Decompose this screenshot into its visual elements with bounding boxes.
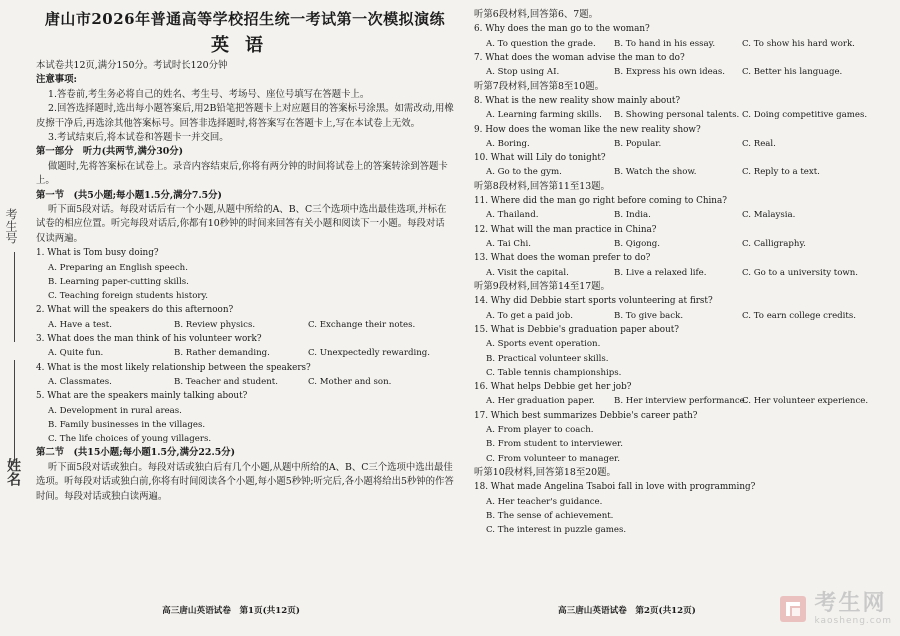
option-3b: B. Rather demanding.: [174, 348, 270, 359]
option-4a: A. Classmates.: [48, 376, 112, 387]
notes-heading: 注意事项:: [36, 74, 77, 86]
option-6a: A. To question the grade.: [486, 38, 596, 49]
option-1a: A. Preparing an English speech.: [48, 262, 188, 273]
note-item: 3.考试结束后,将本试卷和答题卡一并交回。: [48, 132, 229, 144]
material-8-heading: 听第8段材料,回答第11至13题。: [474, 180, 610, 192]
material-10-heading: 听第10段材料,回答第18至20题。: [474, 466, 616, 478]
option-18c: C. The interest in puzzle games.: [486, 525, 627, 536]
option-10a: A. Go to the gym.: [486, 167, 562, 178]
options-9: [474, 137, 890, 151]
exam-meta: 本试卷共12页,满分150分。考试时长120分钟: [36, 60, 228, 71]
option-16a: A. Her graduation paper.: [486, 396, 595, 407]
option-12c: C. Calligraphy.: [742, 239, 806, 250]
option-1b: B. Learning paper-cutting skills.: [48, 276, 189, 287]
option-14c: C. To earn college credits.: [742, 310, 857, 321]
option-12a: A. Tai Chi.: [486, 239, 531, 250]
option-8b: B. Showing personal talents.: [614, 110, 740, 121]
material-9-heading: 听第9段材料,回答第14至17题。: [474, 280, 610, 292]
exam-title: 唐山市2026年普通高等学校招生统一考试第一次模拟演练: [44, 10, 446, 28]
option-9b: B. Popular.: [614, 138, 662, 149]
option-16b: B. Her interview performance.: [614, 396, 748, 407]
gutter-line: [14, 360, 15, 460]
option-6c: C. To show his hard work.: [742, 38, 855, 49]
question-6: 6. Why does the man go to the woman?: [474, 24, 650, 35]
question-14: 14. Why did Debbie start sports volunteering at first?: [474, 296, 713, 307]
option-2c: C. Exchange their notes.: [308, 319, 416, 330]
options-10: [474, 165, 890, 179]
section2-title: 第二节 (共15小题;每小题1.5分,满分22.5分): [36, 447, 236, 459]
option-17a: A. From player to coach.: [486, 425, 594, 436]
option-4c: C. Mother and son.: [308, 376, 392, 387]
option-11c: C. Malaysia.: [742, 210, 796, 221]
gutter-label-name: 姓名: [5, 458, 21, 486]
option-2b: B. Review physics.: [174, 319, 256, 330]
option-13a: A. Visit the capital.: [486, 267, 569, 278]
option-10b: B. Watch the show.: [614, 167, 697, 178]
exam-page-2: [462, 0, 900, 636]
note-item: 1.答卷前,考生务必将自己的姓名、考生号、考场号、座位号填写在答题卡上。: [48, 88, 370, 100]
exam-subject: 英语: [211, 35, 279, 56]
options-4: [36, 375, 454, 389]
question-4: 4. What is the most likely relationship between the speakers?: [36, 362, 311, 373]
option-18b: B. The sense of achievement.: [486, 510, 614, 521]
options-11: [474, 208, 890, 222]
option-17b: B. From student to interviewer.: [486, 439, 623, 450]
question-1: 1. What is Tom busy doing?: [36, 248, 159, 259]
question-11: 11. Where did the man go right before coming to China?: [474, 196, 727, 207]
question-13: 13. What does the woman prefer to do?: [474, 253, 651, 264]
page-footer: 高三唐山英语试卷 第2页(共12页): [558, 606, 696, 616]
option-12b: B. Qigong.: [614, 239, 661, 250]
option-17c: C. From volunteer to manager.: [486, 453, 620, 464]
binding-gutter: [0, 0, 30, 636]
watermark-text: [814, 592, 892, 626]
option-2a: A. Have a test.: [48, 319, 112, 330]
note-item: 2.回答选择题时,选出每小题答案后,用2B铅笔把答题卡上对应题目的答案标号涂黑。如需改动,用橡皮擦干净后,再选涂其他答案标号。回答非选择题时,将答案写在答题卡上,写在本试卷上无效。: [36, 103, 454, 129]
part1-title: 第一部分 听力(共两节,满分30分): [36, 146, 184, 158]
gutter-line: [14, 252, 15, 342]
question-7: 7. What does the woman advise the man to do?: [474, 53, 685, 63]
option-7c: C. Better his language.: [742, 67, 843, 78]
option-15a: A. Sports event operation.: [486, 339, 601, 350]
option-5a: A. Development in rural areas.: [48, 405, 182, 416]
options-8: [474, 108, 890, 122]
option-16c: C. Her volunteer experience.: [742, 396, 869, 407]
options-6: [474, 37, 890, 51]
options-2: [36, 318, 454, 332]
option-11b: B. India.: [614, 210, 651, 221]
option-6b: B. To hand in his essay.: [614, 38, 716, 49]
question-2: 2. What will the speakers do this afternoon?: [36, 305, 234, 316]
section1-title: 第一节 (共5小题;每小题1.5分,满分7.5分): [36, 189, 222, 201]
question-10: 10. What will Lily do tonight?: [474, 153, 606, 164]
option-1c: C. Teaching foreign students history.: [48, 291, 208, 302]
watermark-cn: 考生网: [814, 591, 887, 616]
material-6-heading: 听第6段材料,回答第6、7题。: [474, 9, 599, 20]
option-7a: A. Stop using AI.: [486, 67, 560, 78]
option-10c: C. Reply to a text.: [742, 167, 820, 178]
section2-intro: 听下面5段对话或独白。每段对话或独白后有几个小题,从题中所给的A、B、C三个选项中选出最佳选项。听每段对话或独白前,你将有时间阅读各个小题,每小题5秒钟;听完后,各小题将给出5秒钟的作答时间。每段对话或独白读两遍。: [36, 461, 454, 502]
watermark: [778, 592, 892, 626]
question-16: 16. What helps Debbie get her job?: [474, 382, 632, 393]
option-3a: A. Quite fun.: [48, 348, 104, 359]
options-12: [474, 237, 890, 251]
notes-list: [36, 88, 454, 146]
option-3c: C. Unexpectedly rewarding.: [308, 348, 431, 359]
question-17: 17. Which best summarizes Debbie's career path?: [474, 410, 698, 421]
option-9a: A. Boring.: [486, 138, 530, 149]
option-14b: B. To give back.: [614, 310, 684, 321]
option-13b: B. Live a relaxed life.: [614, 267, 707, 278]
option-18a: A. Her teacher's guidance.: [486, 496, 603, 507]
section1-intro: 听下面5段对话。每段对话后有一个小题,从题中所给的A、B、C三个选项中选出最佳选项,并标在试卷的相应位置。听完每段对话后,你都有10秒钟的时间来回答有关小题和阅读下一小题。每段对话仅读两遍。: [36, 204, 447, 244]
options-3: [36, 346, 454, 360]
page-footer: 高三唐山英语试卷 第1页(共12页): [162, 606, 300, 616]
option-14a: A. To get a paid job.: [486, 310, 573, 321]
question-9: 9. How does the woman like the new reality show?: [474, 124, 701, 135]
material-7-heading: 听第7段材料,回答第8至10题。: [474, 80, 604, 92]
option-15b: B. Practical volunteer skills.: [486, 353, 609, 364]
options-14: [474, 309, 890, 323]
option-5b: B. Family businesses in the villages.: [48, 419, 206, 430]
option-15c: C. Table tennis championships.: [486, 367, 622, 378]
options-16: [474, 394, 890, 408]
option-9c: C. Real.: [742, 138, 776, 149]
question-18: 18. What made Angelina Tsaboi fall in love with programming?: [474, 482, 756, 493]
question-5: 5. What are the speakers mainly talking about?: [36, 391, 248, 402]
question-8: 8. What is the new reality show mainly about?: [474, 96, 681, 106]
option-4b: B. Teacher and student.: [174, 376, 278, 387]
options-7: [474, 65, 890, 79]
option-7b: B. Express his own ideas.: [614, 67, 725, 78]
options-13: [474, 266, 890, 280]
question-3: 3. What does the man think of his volunteer work?: [36, 334, 262, 345]
watermark-en: kaosheng.com: [814, 616, 892, 626]
watermark-logo-icon: [778, 594, 808, 624]
option-11a: A. Thailand.: [486, 210, 539, 221]
question-15: 15. What is Debbie's graduation paper about?: [474, 324, 679, 335]
option-8c: C. Doing competitive games.: [742, 110, 868, 121]
gutter-label-candidate-number: 考生号: [4, 208, 18, 244]
option-13c: C. Go to a university town.: [742, 267, 859, 278]
question-12: 12. What will the man practice in China?: [474, 224, 657, 235]
part1-intro: 做题时,先将答案标在试卷上。录音内容结束后,你将有两分钟的时间将试卷上的答案转涂到答题卡上。: [36, 160, 448, 187]
option-8a: A. Learning farming skills.: [486, 110, 602, 121]
option-5c: C. The life choices of young villagers.: [48, 434, 212, 445]
